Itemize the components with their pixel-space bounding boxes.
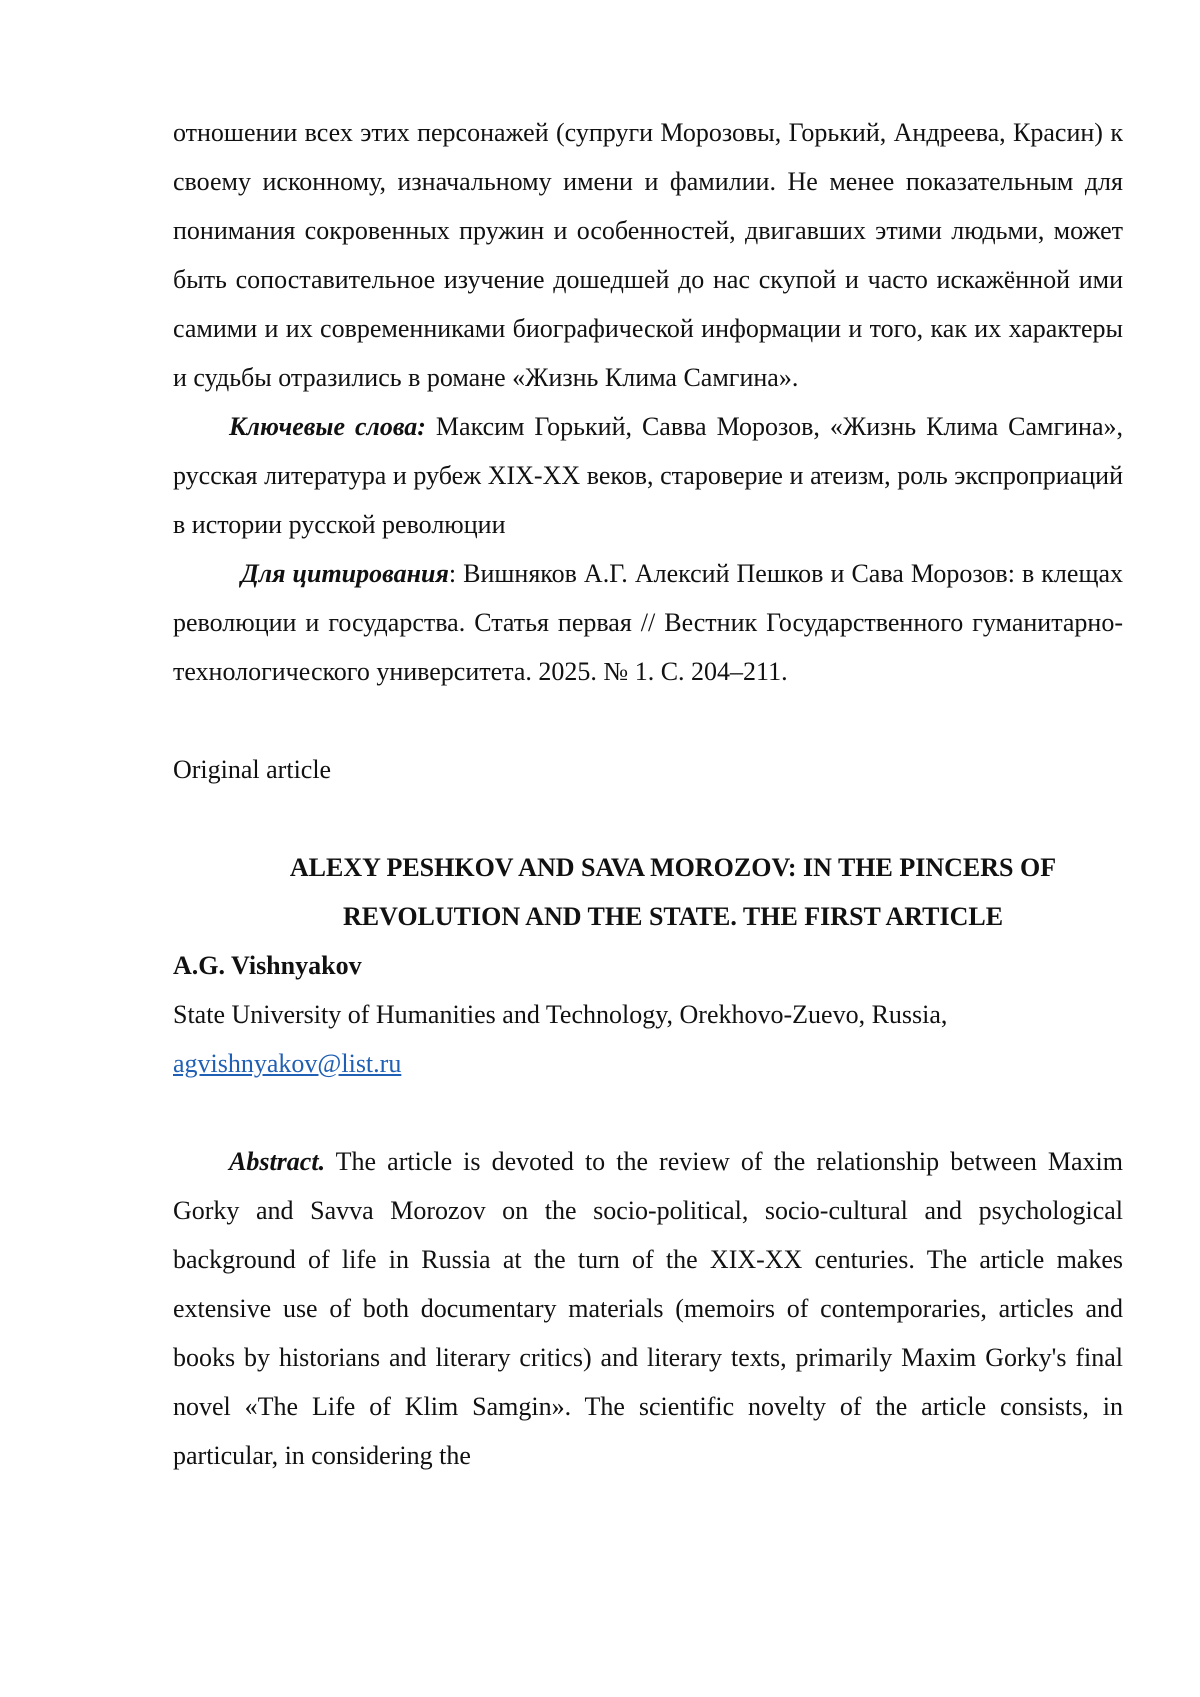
abstract-text: The article is devoted to the review of the relationship between Maxim Gorky and Savva Morozov on the socio-political, socio-cultural and psychological background of life in Russia at the turn of the XIX-XX centuries. The article makes extensive use of both documentary materials (memoirs of contemporaries, articles and books by historians and literary critics) and literary texts, primarily Maxim Gorky's final novel «The Life of Klim Samgin». The scientific novelty of the article consists, in particular, in considering the — [173, 1147, 1123, 1470]
english-title-line-1: ALEXY PESHKOV AND SAVA MOROZOV: IN THE PINCERS OF — [173, 843, 1123, 892]
english-abstract — [173, 1137, 1123, 1480]
citation-paragraph — [173, 549, 1123, 696]
citation-label: Для цитирования — [241, 559, 449, 588]
page-content — [173, 108, 1123, 1480]
russian-abstract-continuation: отношении всех этих персонажей (супруги Морозовы, Горький, Андреева, Красин) к своему исконному, изначальному имени и фамилии. Не менее показательным для понимания сокровенных пружин и особенностей, двигавших этими людьми, может быть сопоставительное изучение дошедшей до нас скупой и часто искажённой ими самими и их современниками биографической информации и того, как их характеры и судьбы отразились в романе «Жизнь Клима Самгина». — [173, 108, 1123, 402]
document-page — [0, 0, 1200, 1697]
spacer — [173, 696, 1123, 745]
citation-text: : Вишняков А.Г. Алексий Пешков и Сава Морозов: в клещах революции и государства. Статья первая // Вестник Государственного гуманитарно-технологического университета. 2025. № 1. С. 204–211. — [173, 559, 1123, 686]
abstract-label: Abstract. — [229, 1147, 325, 1176]
keywords-label: Ключевые слова: — [229, 412, 426, 441]
author-affiliation: State University of Humanities and Technology, Orekhovo-Zuevo, Russia, — [173, 990, 1123, 1039]
author-name: A.G. Vishnyakov — [173, 941, 1123, 990]
spacer — [173, 1088, 1123, 1137]
keywords-text: Максим Горький, Савва Морозов, «Жизнь Клима Самгина», русская литература и рубеж XIX-XX веков, староверие и атеизм, роль экспроприаций в истории русской революции — [173, 412, 1123, 539]
spacer — [173, 794, 1123, 843]
email-line — [173, 1039, 1123, 1088]
article-type: Original article — [173, 745, 1123, 794]
russian-keywords — [173, 402, 1123, 549]
english-title-line-2: REVOLUTION AND THE STATE. THE FIRST ARTICLE — [173, 892, 1123, 941]
author-email-link[interactable]: agvishnyakov@list.ru — [173, 1049, 401, 1078]
